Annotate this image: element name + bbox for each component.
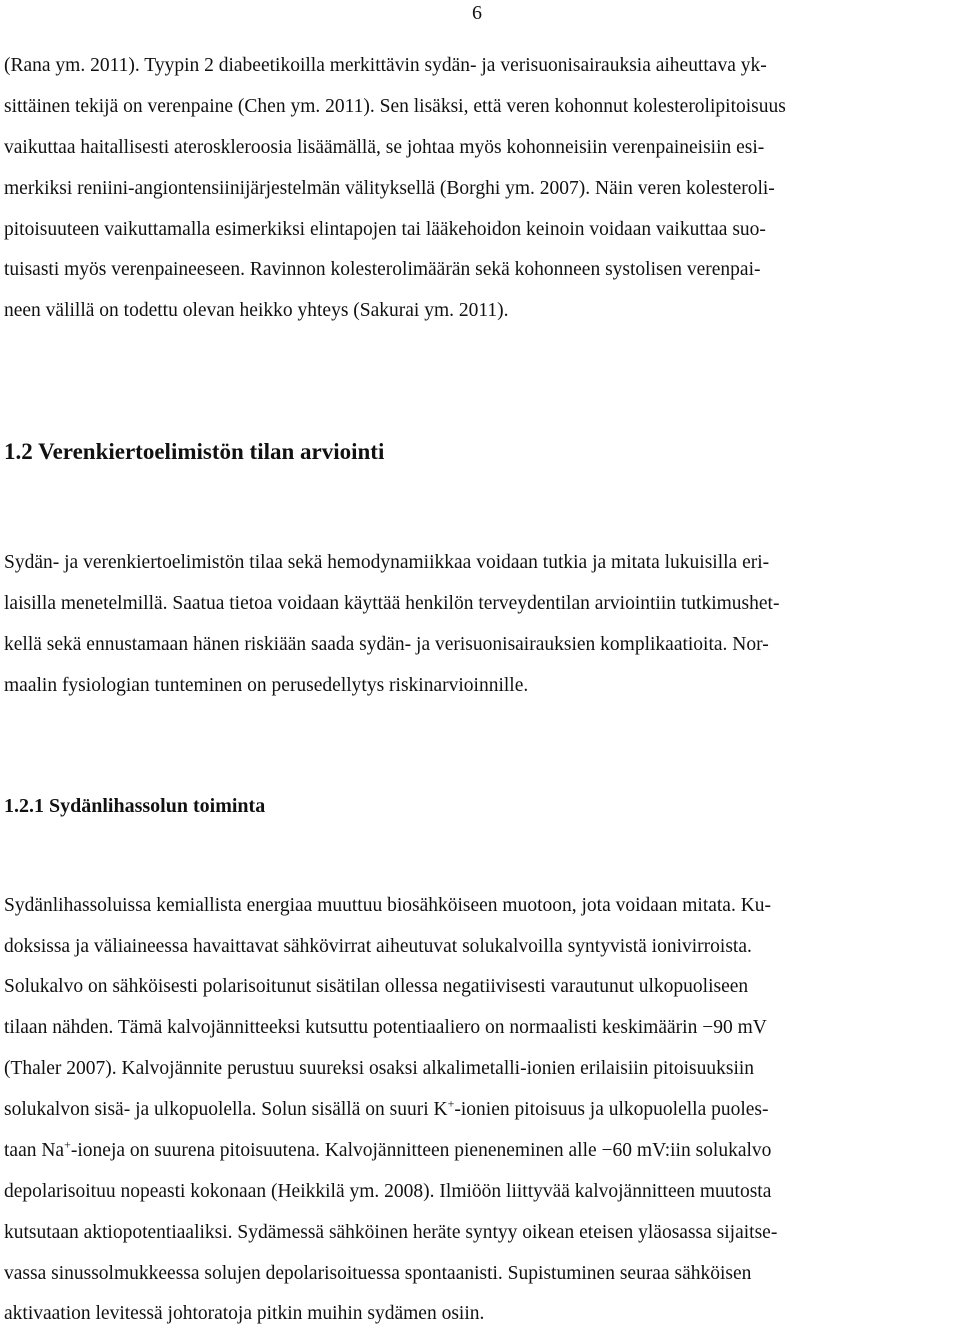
para2-line-4: maalin fysiologian tunteminen on perusedellytys riskinarvioinnille.	[4, 675, 529, 696]
para3-line-1: Sydänlihassoluissa kemiallista energiaa muuttuu biosähköiseen muotoon, jota voidaan mitata. Ku-	[4, 895, 772, 916]
para3-line-10: vassa sinussolmukkeessa solujen depolarisoituessa spontaanisti. Supistuminen seuraa sähköisen	[4, 1263, 752, 1284]
para1-line-6: tuisasti myös verenpaineeseen. Ravinnon kolesterolimäärän sekä kohonneen systolisen verenpai-	[4, 259, 761, 280]
para3-line-11: aktivaation levitessä johtoratoja pitkin muihin sydämen osiin.	[4, 1303, 485, 1324]
para1-line-2: sittäinen tekijä on verenpaine (Chen ym. 2011). Sen lisäksi, että veren kohonnut kolesterolipitoisuus	[4, 96, 786, 117]
para1-line-3: vaikuttaa haitallisesti ateroskleroosia lisäämällä, se johtaa myös kohonneisiin verenpaineisiin esi-	[4, 137, 765, 158]
para3-line-6	[4, 1096, 769, 1121]
section-heading-1-2: 1.2 Verenkiertoelimistön tilan arviointi	[4, 439, 385, 464]
para2-line-1: Sydän- ja verenkiertoelimistön tilaa sekä hemodynamiikkaa voidaan tutkia ja mitata lukuisilla eri-	[4, 552, 770, 573]
para3-line-2: doksissa ja väliaineessa havaittavat sähkövirrat aiheutuvat solukalvoilla syntyvistä ionivirroista.	[4, 936, 752, 957]
para3-line-9: kutsutaan aktiopotentiaaliksi. Sydämessä sähköinen heräte syntyy oikean eteisen yläosassa sijaitse-	[4, 1222, 778, 1243]
section-heading-1-2-1: 1.2.1 Sydänlihassolun toiminta	[4, 795, 266, 817]
para3-line-4: tilaan nähden. Tämä kalvojännitteeksi kutsuttu potentiaaliero on normaalisti keskimäärin −90 mV	[4, 1017, 767, 1038]
para3-line-7	[4, 1137, 772, 1162]
na-superscript: +	[64, 1137, 71, 1152]
line-na-after: -ioneja on suurena pitoisuutena. Kalvojännitteen pieneneminen alle −60 mV:iin solukalvo	[70, 1140, 772, 1161]
para1-line-1: (Rana ym. 2011). Tyypin 2 diabeetikoilla merkittävin sydän- ja verisuonisairauksia aiheuttava yk-	[4, 55, 767, 76]
para1-line-4: merkiksi reniini-angiontensiinijärjestelmän välityksellä (Borghi ym. 2007). Näin veren kolesteroli-	[4, 178, 775, 199]
line-k-after: -ionien pitoisuus ja ulkopuolella puoles-	[454, 1099, 769, 1120]
k-superscript: +	[447, 1096, 455, 1111]
para1-line-7: neen välillä on todettu olevan heikko yhteys (Sakurai ym. 2011).	[4, 300, 509, 321]
para3-line-8: depolarisoituu nopeasti kokonaan (Heikkilä ym. 2008). Ilmiöön liittyvää kalvojännitteen muutosta	[4, 1181, 772, 1202]
para3-line-3: Solukalvo on sähköisesti polarisoitunut sisätilan ollessa negatiivisesti varautunut ulkopuoliseen	[4, 976, 749, 997]
para2-line-2: laisilla menetelmillä. Saatua tietoa voidaan käyttää henkilön terveydentilan arviointiin tutkimushet-	[4, 593, 780, 614]
para3-line-5: (Thaler 2007). Kalvojännite perustuu suureksi osaksi alkalimetalli-ionien erilaisiin pitoisuuksiin	[4, 1058, 755, 1079]
para2-line-3: kellä sekä ennustamaan hänen riskiään saada sydän- ja verisuonisairauksien komplikaatioita. Nor-	[4, 634, 769, 655]
line-na-before: taan Na	[4, 1140, 65, 1161]
line-k-before: solukalvon sisä- ja ulkopuolella. Solun sisällä on suuri K	[4, 1099, 448, 1120]
para1-line-5: pitoisuuteen vaikuttamalla esimerkiksi elintapojen tai lääkehoidon keinoin voidaan vaikuttaa suo-	[4, 219, 766, 240]
page-number: 6	[472, 2, 482, 24]
